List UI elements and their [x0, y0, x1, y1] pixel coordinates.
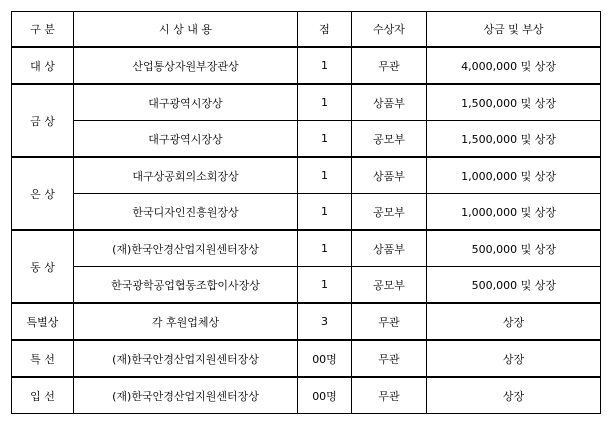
- awards-table: [11, 11, 601, 414]
- prize-cell: 1,500,000 및 상장: [427, 121, 601, 158]
- table-row: [12, 47, 601, 84]
- table-row: [12, 303, 601, 340]
- category-cell: 동 상: [12, 230, 74, 303]
- category-cell: 은 상: [12, 157, 74, 230]
- winner-cell: 무관: [352, 47, 427, 84]
- content-cell: 대구상공회의소회장상: [74, 157, 298, 194]
- winner-cell: 공모부: [352, 194, 427, 231]
- winner-cell: 공모부: [352, 267, 427, 304]
- table-row: [12, 230, 601, 267]
- content-cell: 대구광역시장상: [74, 121, 298, 158]
- content-cell: 한국디자인진흥원장상: [74, 194, 298, 231]
- count-cell: 00명: [298, 377, 352, 414]
- header-winner: 수상자: [352, 12, 427, 48]
- winner-cell: 무관: [352, 377, 427, 414]
- category-cell: 입 선: [12, 377, 74, 414]
- count-cell: 1: [298, 267, 352, 304]
- table-row: [12, 194, 601, 231]
- winner-cell: 상품부: [352, 157, 427, 194]
- count-cell: 3: [298, 303, 352, 340]
- table-row: [12, 84, 601, 121]
- content-cell: 대구광역시장상: [74, 84, 298, 121]
- table-row: [12, 340, 601, 377]
- table-row: [12, 267, 601, 304]
- count-cell: 00명: [298, 340, 352, 377]
- prize-cell: 4,000,000 및 상장: [427, 47, 601, 84]
- content-cell: 한국광학공업협동조합이사장상: [74, 267, 298, 304]
- count-cell: 1: [298, 230, 352, 267]
- header-category: 구 분: [12, 12, 74, 48]
- table-header-row: [12, 12, 601, 48]
- prize-cell: 500,000 및 상장: [427, 230, 601, 267]
- prize-cell: 상장: [427, 303, 601, 340]
- table-row: [12, 377, 601, 414]
- count-cell: 1: [298, 121, 352, 158]
- content-cell: (재)한국안경산업지원센터장상: [74, 340, 298, 377]
- winner-cell: 무관: [352, 303, 427, 340]
- winner-cell: 공모부: [352, 121, 427, 158]
- count-cell: 1: [298, 84, 352, 121]
- winner-cell: 상품부: [352, 84, 427, 121]
- header-count: 점: [298, 12, 352, 48]
- table-row: [12, 121, 601, 158]
- winner-cell: 상품부: [352, 230, 427, 267]
- category-cell: 금 상: [12, 84, 74, 157]
- prize-cell: 상장: [427, 340, 601, 377]
- header-prize: 상금 및 부상: [427, 12, 601, 48]
- content-cell: (재)한국안경산업지원센터장상: [74, 377, 298, 414]
- prize-cell: 1,000,000 및 상장: [427, 194, 601, 231]
- count-cell: 1: [298, 194, 352, 231]
- table-row: [12, 157, 601, 194]
- category-cell: 특별상: [12, 303, 74, 340]
- content-cell: 산업통상자원부장관상: [74, 47, 298, 84]
- prize-cell: 500,000 및 상장: [427, 267, 601, 304]
- count-cell: 1: [298, 47, 352, 84]
- prize-cell: 1,500,000 및 상장: [427, 84, 601, 121]
- category-cell: 대 상: [12, 47, 74, 84]
- prize-cell: 1,000,000 및 상장: [427, 157, 601, 194]
- content-cell: 각 후원업체상: [74, 303, 298, 340]
- category-cell: 특 선: [12, 340, 74, 377]
- prize-cell: 상장: [427, 377, 601, 414]
- count-cell: 1: [298, 157, 352, 194]
- content-cell: (재)한국안경산업지원센터장상: [74, 230, 298, 267]
- header-content: 시 상 내 용: [74, 12, 298, 48]
- winner-cell: 무관: [352, 340, 427, 377]
